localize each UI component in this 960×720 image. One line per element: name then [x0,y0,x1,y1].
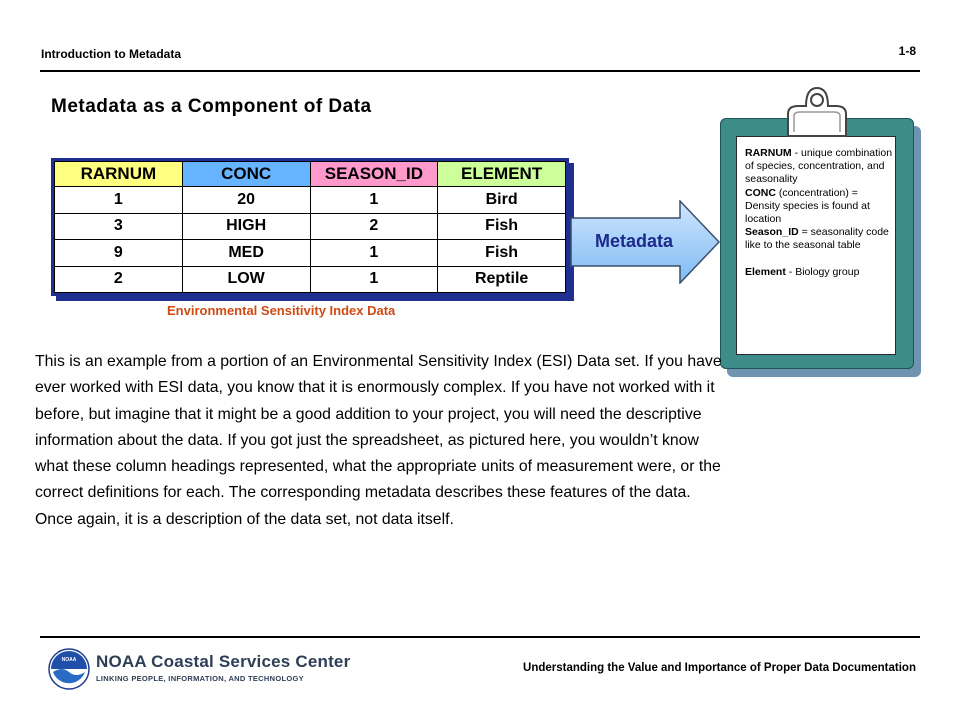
table-caption: Environmental Sensitivity Index Data [167,303,396,318]
def-rarnum-text: - unique combination of species, concentration, and seasonality [745,147,893,186]
noaa-logo-icon [48,648,90,690]
clipboard-definitions [745,147,895,279]
body-paragraph: This is an example from a portion of an Environmental Sensitivity Index (ESI) Data set. If you have ever worked with ESI data, you know that it is enormously complex. If you have not worked with it before, but imagine that it might be a good addition to your project, you will need the descriptive information about the data. If you got just the spreadsheet, as pictured here, you wouldn’t know what these column headings represented, what the appropriate units of measurement were, or the correct definitions for each. The corresponding metadata describes these features of the data. Once again, it is a description of the data set, not data itself. [35,353,722,528]
esi-data-table-frame [51,158,569,296]
esi-data-table [54,161,566,293]
table-row [55,213,566,240]
def-conc-text: (concentration) = Density species is found at location [745,186,870,226]
def-rarnum-term: RARNUM [745,147,792,159]
table-cell: 2 [55,266,183,293]
table-cell: 1 [55,187,183,214]
def-season-text: = seasonality code like to the seasonal table [745,226,889,252]
table-cell: 1 [310,266,438,293]
table-cell: 2 [310,213,438,240]
def-season-term: Season_ID [745,226,799,239]
table-cell: Fish [438,240,566,267]
table-cell: 20 [182,187,310,214]
table-cell: Fish [438,213,566,240]
table-header-row [55,162,566,187]
def-conc-term: CONC [745,186,776,199]
column-header-season-id: SEASON_ID [310,162,438,187]
clipboard-clip-icon [784,84,850,138]
table-row [55,187,566,214]
table-cell: Bird [438,187,566,214]
table-cell: Reptile [438,266,566,293]
table-cell: 9 [55,240,183,267]
column-header-rarnum: RARNUM [55,162,183,187]
column-header-conc: CONC [182,162,310,187]
logo-badge-text: NOAA [61,657,77,663]
table-body [55,187,566,293]
slide-title: Metadata as a Component of Data [51,96,372,117]
table-cell: 1 [310,187,438,214]
table-row [55,240,566,267]
def-element-text: - Biology group [788,265,860,278]
table-row [55,266,566,293]
header-section-title: Introduction to Metadata [41,47,181,61]
arrow-label: Metadata [595,231,674,251]
column-header-element: ELEMENT [438,162,566,187]
table-cell: 3 [55,213,183,240]
def-element-term: Element [745,265,786,278]
footer-divider [40,636,920,638]
table-cell: MED [182,240,310,267]
table-cell: HIGH [182,213,310,240]
org-tagline: LINKING PEOPLE, INFORMATION, AND TECHNOLOGY [96,674,304,683]
footer-title: Understanding the Value and Importance of Proper Data Documentation [523,662,916,674]
table-cell: LOW [182,266,310,293]
page-number: 1-8 [898,44,916,58]
header-divider [40,70,920,72]
org-name: NOAA Coastal Services Center [96,652,351,671]
table-cell: 1 [310,240,438,267]
